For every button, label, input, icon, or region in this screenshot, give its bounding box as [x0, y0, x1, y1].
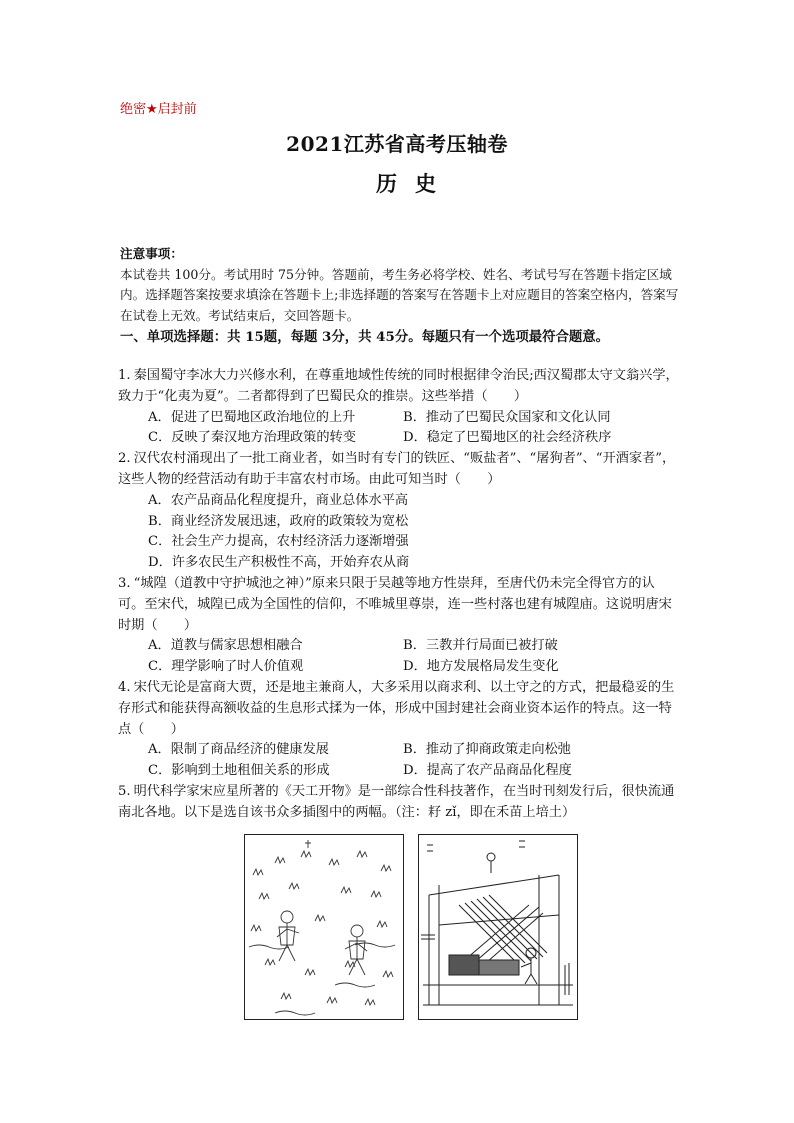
- option-row: [118, 408, 680, 429]
- option-c: C．影响到土地租佃关系的形成: [148, 763, 330, 779]
- notice-body: 本试卷共 100分。考试用时 75分钟。答题前，考生务必将学校、姓名、考试号写在答题卡指定区域内。选择题答案按要求填涂在答题卡上;非选择题的答案写在答题卡上对应题目的答案空格内，答案写在试卷上无效。考试结束后，交回答题卡。: [120, 266, 679, 323]
- question-number: 3.: [118, 575, 131, 591]
- option-c: C．社会生产力提高，农村经济活力逐渐增强: [148, 534, 409, 550]
- notice-title: 注意事项：: [120, 246, 183, 261]
- question-stem: [118, 678, 680, 740]
- question-text: 宋代无论是富商大贾，还是地主兼商人，大多采用以商求利、以土守之的方式，把最稳妥的生存形式和能获得高额收益的生息形式揉为一体，形成中国封建社会商业资本运作的特点。这一特点（ ）: [118, 679, 675, 737]
- option-c: C．反映了秦汉地方治理政策的转变: [148, 430, 356, 446]
- confidential-label-2: 启封前: [157, 102, 197, 117]
- confidential-label: 绝密: [120, 102, 147, 117]
- option-b: B．商业经济发展迅速，政府的政策较为宽松: [148, 513, 409, 529]
- option-a: A．促进了巴蜀地区政治地位的上升: [148, 409, 356, 425]
- farmers-weeding-illustration-icon: [244, 834, 404, 1020]
- option-a: A．农产品商品化程度提升，商业总体水平高: [148, 492, 409, 508]
- option-d: D．稳定了巴蜀地区的社会经济秩序: [403, 430, 612, 446]
- option-row: [118, 740, 680, 761]
- option-b: B．推动了巴蜀民众国家和文化认同: [403, 409, 611, 425]
- option-row: [118, 657, 680, 678]
- question-text: 汉代农村涌现出了一批工商业者，如当时有专门的铁匠、“贩盐者”、“屠狗者”、“开酒家者”，这些人物的经营活动有助于丰富农村市场。由此可知当时（ ）: [118, 451, 676, 487]
- question-2: [118, 449, 680, 574]
- loom-illustration-icon: [418, 834, 578, 1020]
- question-text: “城隍（道教中守护城池之神）”原来只限于吴越等地方性崇拜，至唐代仍未完全得官方的认可。至宋代，城隍已成为全国性的信仰，不唯城里尊崇，连一些村落也建有城隍庙。这说明唐宋时期（ ）: [118, 575, 672, 633]
- question-stem: [118, 574, 680, 636]
- question-number: 1.: [118, 368, 131, 383]
- confidential-mark: [120, 98, 197, 117]
- option-a: A．道教与儒家思想相融合: [148, 638, 303, 654]
- question-text: 秦国蜀守李冰大力兴修水利，在尊重地域性传统的同时根据律令治民;西汉蜀郡太守文翁兴学，致力于“化夷为夏”。二者都得到了巴蜀民众的推崇。这些举措（ ）: [118, 368, 679, 404]
- question-list: [118, 366, 680, 824]
- question-1: [118, 366, 680, 449]
- exam-subject: 历史: [376, 171, 454, 196]
- question-stem: [118, 449, 680, 491]
- question-number: 2.: [118, 451, 131, 467]
- question-number: 4.: [118, 679, 131, 695]
- option-d: D．地方发展格局发生变化: [403, 659, 559, 675]
- exam-title: 2021江苏省高考压轴卷: [286, 132, 508, 156]
- question-number: 5.: [118, 783, 131, 799]
- option-d: D．提高了农产品商品化程度: [403, 763, 572, 779]
- figure-pair: [244, 834, 578, 1020]
- question-stem: [118, 366, 680, 408]
- option-row: [118, 428, 680, 449]
- question-text: 明代科学家宋应星所著的《天工开物》是一部综合性科技著作，在当时刊刻发行后，很快流通南北各地。以下是选自该书众多插图中的两幅。（注：耔 zǐ，即在禾苗上培土）: [118, 783, 675, 820]
- option-b: B．三教并行局面已被打破: [403, 638, 558, 654]
- option-row: [118, 761, 680, 782]
- notice-block: [120, 244, 680, 326]
- question-3: [118, 574, 680, 678]
- star-icon: ★: [146, 102, 158, 117]
- option-b: B．推动了抑商政策走向松弛: [403, 742, 571, 758]
- option-d: D．许多农民生产积极性不高，开始弃农从商: [148, 555, 410, 571]
- section-heading: 一、单项选择题：共 15题，每题 3分，共 45分。每题只有一个选项最符合题意。: [120, 329, 610, 345]
- option-c: C．理学影响了时人价值观: [148, 659, 304, 675]
- question-5: [118, 782, 680, 824]
- option-row: [118, 636, 680, 657]
- option-a: A．限制了商品经济的健康发展: [148, 742, 329, 758]
- question-4: [118, 678, 680, 782]
- question-stem: [118, 782, 680, 824]
